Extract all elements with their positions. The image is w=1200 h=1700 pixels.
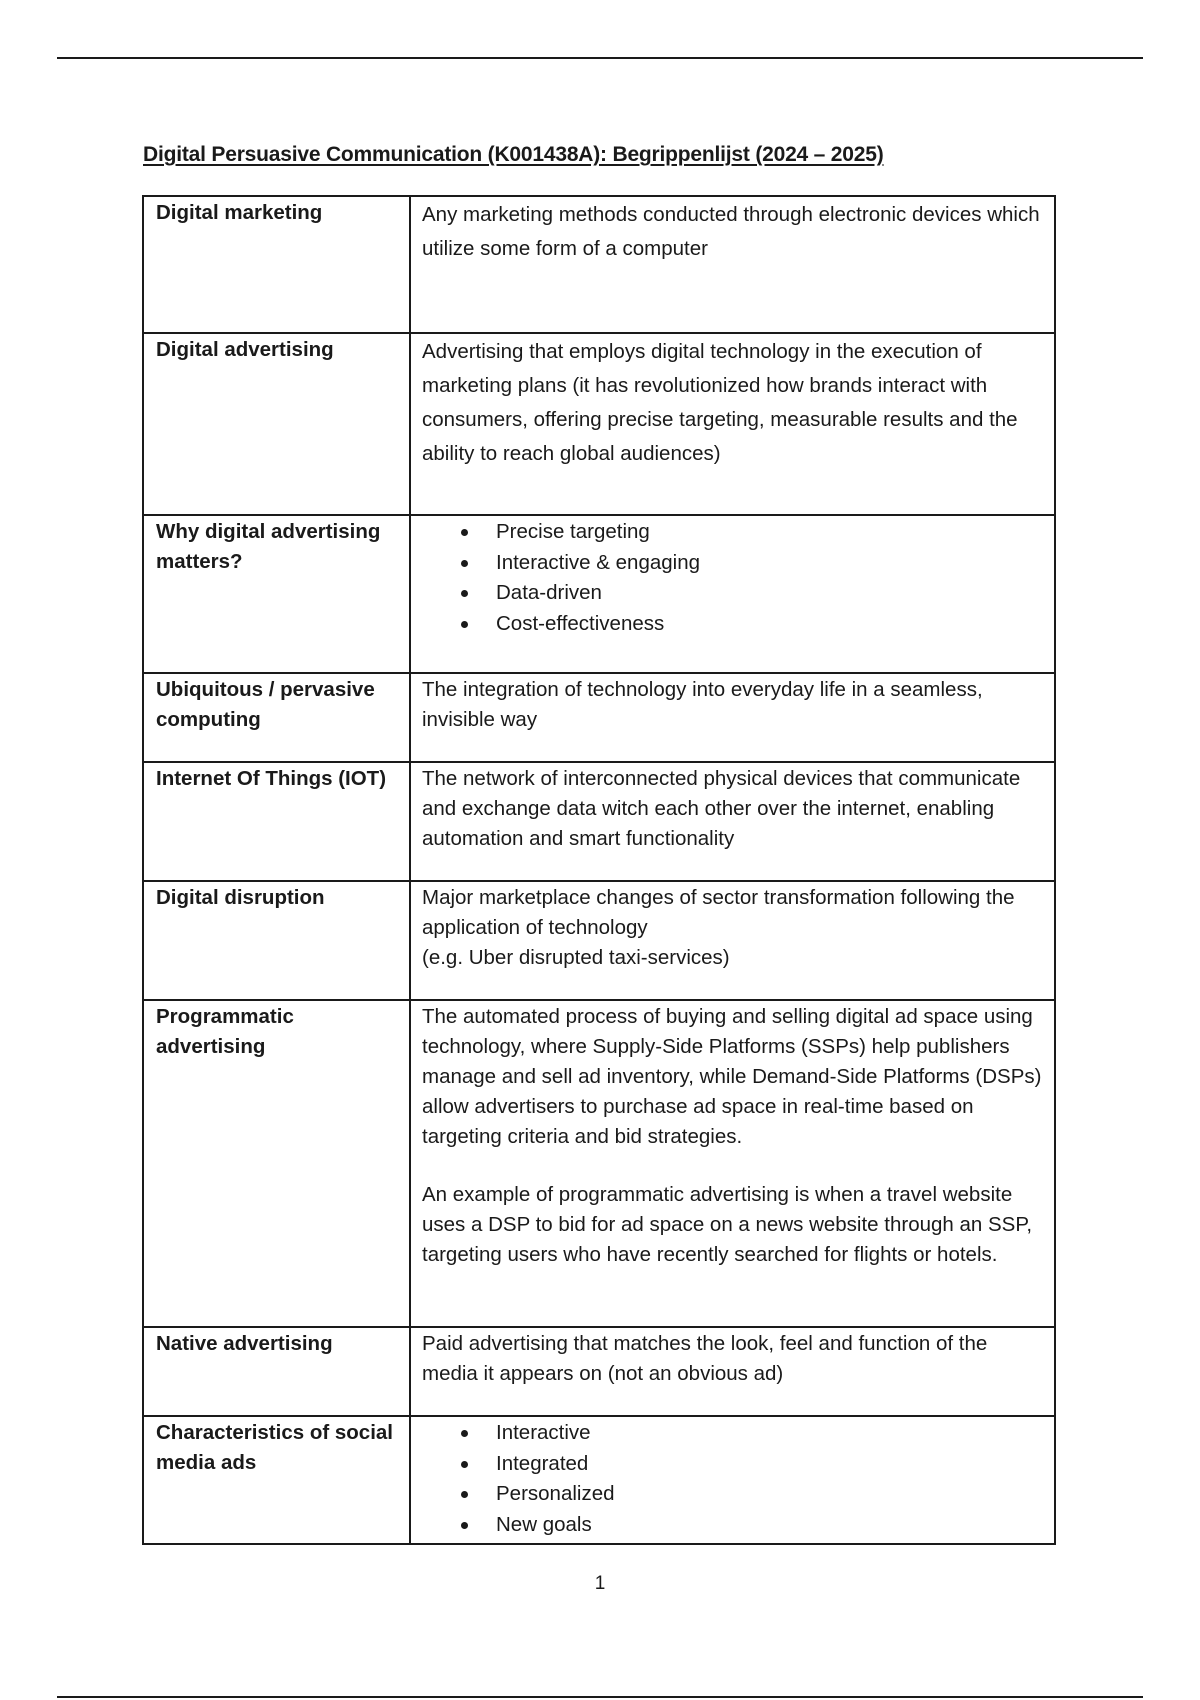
definition-cell	[410, 881, 1055, 1000]
header-rule	[57, 57, 1143, 59]
bullet-list	[422, 1418, 1046, 1540]
glossary-row-social-media-ads	[143, 1416, 1055, 1544]
definition-cell	[410, 515, 1055, 673]
glossary-row-ubiquitous-computing	[143, 673, 1055, 762]
definition-text: Paid advertising that matches the look, feel and function of the media it appears on (not an obvious ad)	[422, 1332, 988, 1385]
list-item: Personalized	[496, 1479, 1046, 1510]
definition-cell	[410, 673, 1055, 762]
definition-cell	[410, 762, 1055, 881]
document-title: Digital Persuasive Communication (K001438A): Begrippenlijst (2024 – 2025)	[143, 143, 884, 166]
list-item: New goals	[496, 1510, 1046, 1541]
definition-cell	[410, 1416, 1055, 1544]
glossary-row-digital-disruption	[143, 881, 1055, 1000]
list-item: Data-driven	[496, 578, 1046, 609]
definition-example: An example of programmatic advertising is when a travel website uses a DSP to bid for ad space on a news website through an SSP, targeting users who have recently searched for flights or hotels.	[422, 1183, 1033, 1266]
list-item: Interactive & engaging	[496, 548, 1046, 579]
bullet-list	[422, 517, 1046, 639]
term-cell: Digital disruption	[143, 881, 410, 1000]
glossary-table	[142, 195, 1056, 1545]
definition-text: Advertising that employs digital technology in the execution of marketing plans (it has revolutionized how brands interact with consumers, offering precise targeting, measurable results and the ability to reach global audiences)	[422, 340, 1018, 465]
glossary-row-why-digital-advertising-matters	[143, 515, 1055, 673]
term-cell: Why digital advertising matters?	[143, 515, 410, 673]
term-cell: Programmatic advertising	[143, 1000, 410, 1327]
term-cell: Characteristics of social media ads	[143, 1416, 410, 1544]
glossary-row-digital-marketing	[143, 196, 1055, 333]
definition-cell	[410, 196, 1055, 333]
list-item: Interactive	[496, 1418, 1046, 1449]
term-cell: Digital advertising	[143, 333, 410, 515]
term-cell: Native advertising	[143, 1327, 410, 1416]
definition-example: (e.g. Uber disrupted taxi-services)	[422, 946, 730, 969]
list-item: Integrated	[496, 1449, 1046, 1480]
page-number: 1	[594, 1573, 606, 1594]
definition-cell	[410, 333, 1055, 515]
term-cell: Ubiquitous / pervasive computing	[143, 673, 410, 762]
term-cell: Digital marketing	[143, 196, 410, 333]
glossary-row-digital-advertising	[143, 333, 1055, 515]
definition-text: Any marketing methods conducted through electronic devices which utilize some form of a computer	[422, 203, 1040, 260]
definition-text: Major marketplace changes of sector transformation following the application of technology	[422, 886, 1015, 939]
glossary-row-programmatic-advertising	[143, 1000, 1055, 1327]
list-item: Cost-effectiveness	[496, 609, 1046, 640]
definition-text: The automated process of buying and selling digital ad space using technology, where Supply-Side Platforms (SSPs) help publishers manage and sell ad inventory, while Demand-Side Platforms (DSPs) allow advertisers to purchase ad space in real-time based on targeting criteria and bid strategies.	[422, 1005, 1042, 1148]
list-item: Precise targeting	[496, 517, 1046, 548]
definition-cell	[410, 1000, 1055, 1327]
definition-cell	[410, 1327, 1055, 1416]
glossary-row-native-advertising	[143, 1327, 1055, 1416]
definition-text: The network of interconnected physical devices that communicate and exchange data witch each other over the internet, enabling automation and smart functionality	[422, 767, 1021, 850]
term-cell: Internet Of Things (IOT)	[143, 762, 410, 881]
definition-text: The integration of technology into everyday life in a seamless, invisible way	[422, 678, 983, 731]
glossary-row-internet-of-things	[143, 762, 1055, 881]
footer-rule	[57, 1696, 1143, 1698]
